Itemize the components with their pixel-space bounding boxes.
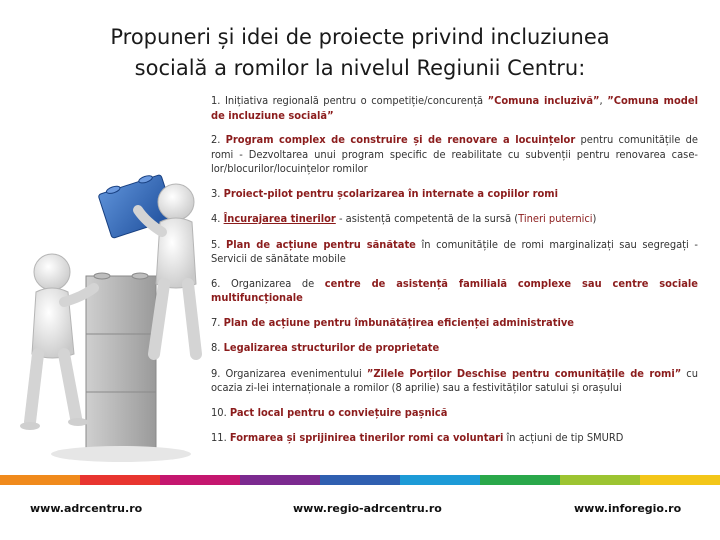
list-item: 1. Inițiativa regională pentru o competiție/concurență ”Comuna incluzivă”, ”Comuna model de incluziune socială” bbox=[211, 94, 698, 122]
list-item: 9. Organizarea evenimentului ”Zilele Porților Deschise pentru comunitățile de romi” cu ocazia zi-lei internaționale a romilor (8 aprilie) sau a festivităților satului și orașului bbox=[211, 366, 698, 394]
inforegio-link[interactable]: www.inforegio.ro bbox=[574, 502, 682, 515]
color-stripe-segment bbox=[0, 475, 80, 485]
list-item: 4. Încurajarea tinerilor - asistență competentă de la sursă (Tineri puternici) bbox=[211, 212, 597, 225]
color-stripe-segment bbox=[400, 475, 480, 485]
regio-adrcentru-link[interactable]: www.regio-adrcentru.ro bbox=[293, 502, 442, 515]
color-stripe-segment bbox=[480, 475, 560, 485]
color-stripe bbox=[0, 475, 720, 485]
list-item: 7. Plan de acțiune pentru îmbunătățirea eficienței administrative bbox=[211, 315, 575, 329]
proposal-list bbox=[211, 94, 698, 457]
figures-stacking-blocks-icon bbox=[14, 92, 214, 472]
color-stripe-segment bbox=[160, 475, 240, 485]
color-stripe-segment bbox=[320, 475, 400, 485]
list-item: 3. Proiect-pilot pentru școlarizarea în internate a copiilor romi bbox=[211, 186, 558, 200]
adrcentru-link[interactable]: www.adrcentru.ro bbox=[30, 502, 143, 515]
list-item: 5. Plan de acțiune pentru sănătate în comunitățile de romi marginalizați sau segregați - Servicii de sănătate mobile bbox=[211, 237, 698, 265]
footer bbox=[0, 502, 720, 518]
title-line-2: socială a romilor la nivelul Regiunii Centru: bbox=[134, 56, 586, 80]
title-line-1: Propuneri și idei de proiecte privind incluziunea bbox=[110, 25, 610, 49]
list-item: 11. Formarea și sprijinirea tinerilor romi ca voluntari în acțiuni de tip SMURD bbox=[211, 431, 624, 444]
list-item: 8. Legalizarea structurilor de proprietate bbox=[211, 341, 440, 354]
page-title bbox=[40, 22, 680, 84]
color-stripe-segment bbox=[80, 475, 160, 485]
list-item: 6. Organizarea de centre de asistență familială complexe sau centre sociale multifuncționale bbox=[211, 276, 699, 304]
color-stripe-segment bbox=[240, 475, 320, 485]
list-item: 2. Program complex de construire și de renovare a locuințelor pentru comunitățile de romi - Dezvoltarea unui program specific de reabilitate cu subvenții pentru renovarea case-lor/blocurilor/locuințelor romilor bbox=[211, 133, 698, 175]
color-stripe-segment bbox=[640, 475, 720, 485]
color-stripe-segment bbox=[560, 475, 640, 485]
list-item: 10. Pact local pentru o conviețuire pașnică bbox=[211, 405, 448, 419]
